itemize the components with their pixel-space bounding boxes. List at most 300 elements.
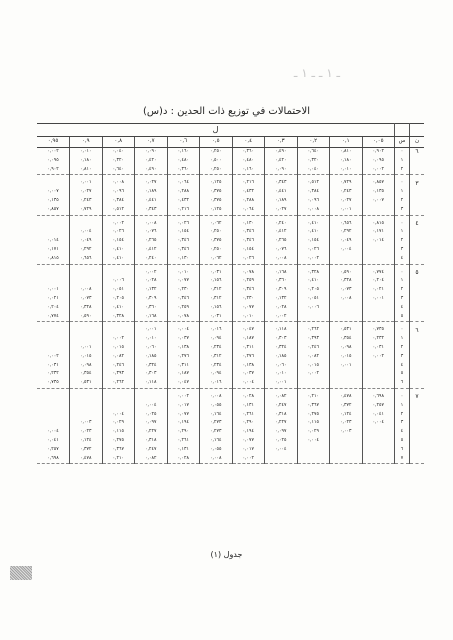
probability-cell: ٠,٢٩٢ — [70, 246, 103, 255]
probability-cell: ٠,٠٠١ — [362, 295, 395, 304]
probability-cell: ٠,٨١٠ — [70, 166, 103, 175]
probability-cell: ٠,٠٠٨ — [330, 295, 363, 304]
x-cell: ٣ — [395, 295, 410, 304]
n-cell: ٦ — [410, 148, 425, 157]
n-cell — [410, 188, 425, 197]
n-cell — [410, 277, 425, 286]
probability-cell: ٠,٠٧٦ — [135, 228, 168, 237]
table-row — [37, 362, 424, 371]
probability-cell — [330, 379, 363, 388]
probability-cell: ٠,٣٢٨ — [330, 277, 363, 286]
probability-cell: ٠,١٣٠ — [167, 255, 200, 264]
p-column-header: ٠,٤ — [232, 137, 265, 148]
probability-cell: ٠,١٣٠ — [232, 220, 265, 229]
probability-cell: ٠,٠٥٥ — [200, 446, 233, 455]
n-cell — [410, 402, 425, 411]
probability-cell: ٠,٢١٠ — [297, 393, 330, 402]
n-cell: ٥ — [410, 269, 425, 278]
probability-cell: ٠,٠٧٨ — [167, 313, 200, 322]
probability-cell: ٠,٣٢٠ — [102, 157, 135, 166]
probability-cell: ٠,٢١٦ — [232, 179, 265, 188]
probability-cell: ٠,١٥٦ — [200, 304, 233, 313]
probability-cell: ٠,٠٧٧ — [167, 411, 200, 420]
probability-cell: ٠,٣٧٢ — [330, 402, 363, 411]
probability-cell: ٠,٤١٠ — [297, 220, 330, 229]
probability-cell: ٠,٢٩٢ — [330, 228, 363, 237]
x-cell: ٢ — [395, 237, 410, 246]
n-cell — [410, 344, 425, 353]
probability-cell: ٠,٠٠٨ — [135, 220, 168, 229]
probability-cell: ٠,٠٠٨ — [265, 255, 298, 264]
p-column-header: ٠,٥ — [200, 137, 233, 148]
x-cell: ٥ — [395, 437, 410, 446]
probability-cell: ٠,٣١٨ — [135, 437, 168, 446]
probability-cell: ٠,٣٢٨ — [70, 304, 103, 313]
probability-cell — [362, 313, 395, 322]
faint-page-header: ـ ١ ـ ـ ١ ـ — [293, 66, 340, 80]
column-header-x: س — [395, 137, 410, 148]
probability-cell: ٠,١٥٤ — [167, 228, 200, 237]
probability-cell: ٠,٠٩٥ — [47, 157, 59, 163]
probability-cell — [362, 437, 395, 446]
probability-cell: ٠,٩٠٢ — [362, 148, 395, 157]
probability-cell: ٠,١٥٦ — [200, 277, 233, 286]
probability-cell: ٠,٢١٦ — [167, 206, 200, 215]
probability-cell: ٠,٣٥٤ — [70, 370, 103, 379]
probability-cell — [37, 326, 70, 335]
probability-cell — [330, 437, 363, 446]
probability-cell: ٠,١٣١ — [232, 402, 265, 411]
probability-cell: ٠,٠٠٢ — [362, 353, 395, 362]
probability-cell: ٠,٣٩٣ — [102, 370, 135, 379]
table-row — [37, 379, 424, 388]
probability-cell — [362, 446, 395, 455]
table-row — [37, 286, 424, 295]
probability-cell: ٠,٢٥٧ — [362, 402, 395, 411]
probability-cell: ٠,٠٩٥ — [362, 157, 395, 166]
probability-cell: ٠,٣٢٨ — [102, 313, 135, 322]
p-column-header: ٠,٠٥ — [362, 137, 395, 148]
probability-cell: ٠,٢٨٨ — [167, 188, 200, 197]
probability-cell: ٠,١٨٠ — [330, 157, 363, 166]
x-cell: ٥ — [395, 370, 410, 379]
table-row — [37, 166, 424, 175]
probability-cell: ٠,٠٠١ — [47, 287, 59, 293]
probability-cell: ٠,٣٠٩ — [135, 295, 168, 304]
probability-cell: ٠,٤١٠ — [102, 304, 135, 313]
n-cell — [410, 304, 425, 313]
probability-cell: ٠,٠٣١ — [362, 344, 395, 353]
table-row — [37, 206, 424, 215]
probability-cell — [362, 246, 395, 255]
table-row — [37, 370, 424, 379]
x-cell: ٣ — [395, 206, 410, 215]
probability-cell: ٠,٦٩٨ — [37, 455, 70, 464]
scan-stamp — [10, 566, 32, 580]
probability-cell: ٠,٤٨٠ — [167, 157, 200, 166]
probability-cell — [362, 428, 395, 437]
probability-cell: ٠,٢٥٩ — [167, 304, 200, 313]
probability-cell: ٠,٥٣١ — [330, 326, 363, 335]
probability-cell: ٠,٠١٥ — [102, 344, 135, 353]
table-row — [37, 393, 424, 402]
probability-cell — [70, 326, 103, 335]
x-cell: ٤ — [395, 255, 410, 264]
probability-cell: ٠,٠٤١ — [47, 438, 59, 443]
probability-cell: ٠,٢٠٥ — [102, 295, 135, 304]
probability-cell: ٠,٠٣٧ — [232, 370, 265, 379]
n-cell: ٣ — [410, 179, 425, 188]
p-column-header: ٠,٩ — [70, 137, 103, 148]
probability-cell: ٠,١٦٨ — [265, 269, 298, 278]
probability-cell: ٠,٠٢٧ — [135, 179, 168, 188]
table-row — [37, 148, 424, 157]
probability-cell: ٠,٠٠٤ — [232, 379, 265, 388]
probability-cell: ٠,٥٩٠ — [70, 313, 103, 322]
probability-cell: ٠,٢٧٣ — [200, 419, 233, 428]
x-cell: ٣ — [395, 419, 410, 428]
probability-cell: ٠,٠٣١ — [200, 269, 233, 278]
probability-cell: ٠,٠٦٠ — [265, 362, 298, 371]
probability-cell — [37, 277, 70, 286]
probability-cell: ٠,٠٦٤ — [232, 206, 265, 215]
probability-cell: ٠,٨١٥ — [37, 255, 70, 264]
probability-cell — [37, 179, 70, 188]
x-cell: ٠ — [395, 326, 410, 335]
probability-cell — [37, 411, 70, 420]
probability-cell: ٠,٣٦٧ — [297, 402, 330, 411]
probability-cell: ٠,٤١٠ — [102, 246, 135, 255]
n-cell: ٧ — [410, 393, 425, 402]
probability-cell: ٠,٠٠٤ — [362, 419, 395, 428]
probability-cell: ٠,٨١٠ — [330, 148, 363, 157]
n-cell — [410, 255, 425, 264]
probability-cell: ٠,٢٨٨ — [232, 197, 265, 206]
table-row — [37, 255, 424, 264]
probability-cell — [70, 335, 103, 344]
probability-cell — [37, 344, 70, 353]
probability-cell — [362, 379, 395, 388]
probability-cell: ٠,٣٦٠ — [265, 277, 298, 286]
probability-cell: ٠,٣٦٠ — [135, 304, 168, 313]
probability-cell: ٠,٤٧٨ — [330, 393, 363, 402]
table-row — [37, 246, 424, 255]
n-cell — [410, 335, 425, 344]
p-header-row — [37, 124, 424, 137]
n-cell — [410, 228, 425, 237]
probability-cell: ٠,٠٠٨ — [200, 393, 233, 402]
probability-cell: ٠,٠٠٤ — [102, 411, 135, 420]
probability-cell: ٠,٠٠٧ — [47, 189, 59, 195]
probability-cell — [330, 455, 363, 464]
n-cell — [410, 286, 425, 295]
probability-cell: ٠,٢١٠ — [102, 455, 135, 464]
probability-cell: ٠,٠٠٤ — [70, 228, 103, 237]
x-cell: ٠ — [395, 269, 410, 278]
probability-cell: ٠,٤٢٠ — [265, 157, 298, 166]
n-cell — [410, 313, 425, 322]
corner-cell — [395, 124, 410, 137]
probability-cell: ٠,٠٨٢ — [297, 353, 330, 362]
probability-cell — [330, 255, 363, 264]
probability-cell: ٠,٠٥٥ — [200, 402, 233, 411]
column-header-row — [37, 137, 424, 148]
p-column-header: ٠,١ — [330, 137, 363, 148]
probability-cell: ٠,١٥٤ — [232, 246, 265, 255]
probability-cell — [102, 269, 135, 278]
probability-cell — [37, 393, 70, 402]
probability-cell — [362, 370, 395, 379]
probability-cell: ٠,٠٠٢ — [167, 393, 200, 402]
table-row — [37, 446, 424, 455]
probability-cell: ٠,٢٤٧ — [135, 446, 168, 455]
probability-cell: ٠,٠٩٤ — [200, 335, 233, 344]
probability-cell: ٠,٠٠١ — [135, 326, 168, 335]
p-column-header: ٠,٦ — [167, 137, 200, 148]
probability-cell: ٠,٠٤١ — [362, 411, 395, 420]
probability-cell: ٠,٣١١ — [232, 344, 265, 353]
probability-cell: ٠,٣٤٦ — [232, 228, 265, 237]
probability-cell — [362, 255, 395, 264]
probability-cell: ٠,٥٣١ — [70, 379, 103, 388]
probability-cell: ٠,٠٢٨ — [135, 277, 168, 286]
table-row — [37, 455, 424, 464]
probability-cell: ٠,٨٥٧ — [362, 179, 395, 188]
probability-cell: ٠,٣٢٠ — [297, 157, 330, 166]
probability-cell: ٠,٠٨٢ — [265, 393, 298, 402]
probability-cell: ٠,٢٥٩ — [232, 277, 265, 286]
probability-cell: ٠,٧٢٩ — [330, 179, 363, 188]
probability-cell: ٠,٢٤٠ — [265, 220, 298, 229]
probability-cell: ٠,٠٠٤ — [167, 326, 200, 335]
probability-cell — [70, 402, 103, 411]
probability-cell: ٠,٠٢٨ — [265, 304, 298, 313]
x-cell: ٠ — [395, 148, 410, 157]
probability-cell: ٠,٠٠٢ — [135, 269, 168, 278]
table-row — [37, 228, 424, 237]
p-label: ل — [37, 124, 395, 137]
probability-cell: ٠,٢٣٤ — [200, 362, 233, 371]
x-cell: ٠ — [395, 220, 410, 229]
probability-cell: ٠,٦٤٠ — [102, 166, 135, 175]
table-row — [37, 157, 424, 166]
probability-cell: ٠,٤٧٨ — [70, 455, 103, 464]
probability-cell: ٠,٠٥١ — [297, 295, 330, 304]
probability-cell: ٠,١٧١ — [362, 228, 395, 237]
probability-cell: ٠,٠٠٤ — [330, 246, 363, 255]
probability-cell — [297, 455, 330, 464]
probability-cell: ٠,٢٩٠ — [232, 419, 265, 428]
probability-cell: ٠,٠٩٤ — [200, 370, 233, 379]
probability-cell: ٠,١٥٤ — [102, 237, 135, 246]
probability-cell: ٠,٠٤٠ — [297, 166, 330, 175]
n-cell — [410, 166, 425, 175]
probability-cell: ٠,٣٧٥ — [200, 197, 233, 206]
probability-cell: ٠,٠١٥ — [330, 353, 363, 362]
probability-cell: ٠,٠٢٦ — [297, 246, 330, 255]
n-cell — [410, 379, 425, 388]
table-row — [37, 313, 424, 322]
probability-cell: ٠,٣٤٦ — [167, 295, 200, 304]
probability-cell: ٠,٣٤٣ — [265, 179, 298, 188]
probability-cell: ٠,٣٦٠ — [167, 166, 200, 175]
probability-cell: ٠,١٨٧ — [232, 335, 265, 344]
probability-cell: ٠,٠٠٨ — [70, 286, 103, 295]
probability-cell: ٠,٠٧٨ — [232, 269, 265, 278]
probability-cell: ٠,٣٥٤ — [330, 335, 363, 344]
x-cell: ٢ — [395, 411, 410, 420]
probability-cell: ٠,٠٠٢ — [47, 149, 59, 155]
probability-cell: ٠,١٣٢ — [265, 295, 298, 304]
n-cell — [410, 411, 425, 420]
n-cell — [410, 295, 425, 304]
probability-cell — [70, 220, 103, 229]
probability-cell: ٠,٢٣٢ — [47, 371, 59, 377]
probability-cell: ٠,١٢٥ — [200, 179, 233, 188]
probability-cell: ٠,٢٦٢ — [102, 379, 135, 388]
probability-cell: ٠,٠١٠ — [232, 313, 265, 322]
probability-cell: ٠,٠٩٨ — [70, 362, 103, 371]
probability-cell: ٠,٣٠٩ — [265, 286, 298, 295]
probability-cell: ٠,٠١٠ — [167, 269, 200, 278]
table-row — [37, 269, 424, 278]
probability-cell — [362, 206, 395, 215]
probability-cell: ٠,١٨٩ — [135, 188, 168, 197]
probability-cell: ٠,٢٦١ — [232, 411, 265, 420]
probability-cell: ٠,٠٩٧ — [135, 419, 168, 428]
probability-cell: ٠,٢٤٣ — [70, 197, 103, 206]
n-cell: ٦ — [410, 326, 425, 335]
probability-cell: ٠,٠٢٦ — [102, 228, 135, 237]
probability-cell: ٠,٠٤٧ — [167, 379, 200, 388]
table-row — [37, 304, 424, 313]
table-row — [37, 188, 424, 197]
probability-cell — [330, 370, 363, 379]
probability-cell: ٠,٠٣٧ — [167, 335, 200, 344]
probability-cell: ٠,٣٩٣ — [297, 335, 330, 344]
p-column-header: ٠,٢ — [297, 137, 330, 148]
probability-cell: ٠,٠١٠ — [135, 335, 168, 344]
probability-cell: ٠,٤٩٠ — [135, 166, 168, 175]
probability-cell: ٠,٢٥٠ — [200, 228, 233, 237]
x-cell: ١ — [395, 228, 410, 237]
probability-cell — [362, 455, 395, 464]
probability-cell: ٠,١٨٠ — [70, 157, 103, 166]
probability-cell: ٠,٥١٢ — [102, 206, 135, 215]
probability-cell: ٠,٣٢٨ — [297, 269, 330, 278]
probability-cell: ٠,٧٧٤ — [362, 269, 395, 278]
x-cell: ٢ — [395, 286, 410, 295]
n-cell — [410, 157, 425, 166]
probability-cell — [70, 269, 103, 278]
table-row — [37, 197, 424, 206]
probability-cell: ٠,١٢٤ — [330, 411, 363, 420]
probability-cell: ٠,٣٨٤ — [102, 197, 135, 206]
n-cell — [410, 197, 425, 206]
probability-cell: ٠,٢٤٦ — [297, 344, 330, 353]
table-body — [37, 148, 424, 464]
probability-cell: ٠,٠٢٧ — [330, 197, 363, 206]
probability-cell: ٠,٠٩٠ — [135, 148, 168, 157]
probability-cell — [330, 446, 363, 455]
probability-cell: ٠,٤١٢ — [135, 246, 168, 255]
probability-cell: ٠,٢٠٤ — [362, 277, 395, 286]
probability-cell: ٠,٠٢٨ — [232, 393, 265, 402]
probability-cell: ٠,٣٤٦ — [167, 246, 200, 255]
probability-cell: ٠,٠٢٧ — [70, 188, 103, 197]
probability-cell: ٠,٠١٦ — [200, 326, 233, 335]
probability-cell: ٠,٠٩٦ — [102, 188, 135, 197]
n-cell — [410, 428, 425, 437]
n-cell: ٤ — [410, 220, 425, 229]
probability-cell — [37, 419, 70, 428]
probability-cell: ٠,٠١٠ — [265, 370, 298, 379]
probability-cell: ٠,٢٤٦ — [102, 362, 135, 371]
probability-cell: ٠,٣٢٤ — [265, 344, 298, 353]
n-cell — [410, 246, 425, 255]
probability-cell: ٠,٠٦٢ — [200, 255, 233, 264]
probability-cell: ٠,١٦٤ — [200, 437, 233, 446]
probability-cell: ٠,٢٣٢ — [362, 335, 395, 344]
probability-cell: ٠,٣١٢ — [200, 286, 233, 295]
x-cell: ١ — [395, 277, 410, 286]
x-cell: ٣ — [395, 246, 410, 255]
table-row — [37, 220, 424, 229]
probability-cell: ٠,٠٠٢ — [265, 313, 298, 322]
probability-cell: ٠,٣٨٤ — [297, 188, 330, 197]
probability-cell: ٠,٤٨٠ — [232, 157, 265, 166]
probability-cell: ٠,٤٤١ — [265, 188, 298, 197]
probability-cell: ٠,٢٦٥ — [265, 237, 298, 246]
probability-cell: ٠,٢٥٧ — [47, 446, 59, 452]
p-column-header: ٠,٨ — [102, 137, 135, 148]
probability-cell — [362, 304, 395, 313]
x-cell: ٦ — [395, 446, 410, 455]
column-header-n: ن — [410, 137, 425, 148]
probability-cell: ٠,١٢٤ — [70, 437, 103, 446]
probability-cell: ٠,٣٦٠ — [232, 148, 265, 157]
table-row — [37, 295, 424, 304]
probability-cell: ٠,٢٩٠ — [167, 428, 200, 437]
p-column-header: ٠,٧ — [135, 137, 168, 148]
table-row — [37, 428, 424, 437]
table-title: الاحتمالات في توزيع ذات الحدين : د(س) — [142, 106, 311, 117]
probability-cell: ٠,٧٣٥ — [37, 379, 70, 388]
probability-cell: ٠,٢٢٧ — [265, 419, 298, 428]
x-cell: ١ — [395, 188, 410, 197]
probability-cell: ٠,٠٧٧ — [232, 304, 265, 313]
probability-cell: ٠,٠٠١ — [330, 362, 363, 371]
probability-cell: ٠,٣٠٣ — [135, 370, 168, 379]
probability-cell: ٠,٢٥٠ — [200, 148, 233, 157]
probability-cell — [362, 362, 395, 371]
probability-cell: ٠,٠٨٢ — [102, 353, 135, 362]
probability-cell: ٠,٢٢٧ — [135, 428, 168, 437]
probability-cell: ٠,٢٠٥ — [297, 286, 330, 295]
probability-cell: ٠,٠٠٦ — [297, 304, 330, 313]
probability-cell: ٠,١٨٥ — [135, 353, 168, 362]
probability-cell: ٠,٠٠٢ — [232, 455, 265, 464]
probability-cell: ٠,٠٢٣ — [330, 419, 363, 428]
probability-cell: ٠,٢٣٤ — [200, 344, 233, 353]
probability-cell: ٠,٣١٢ — [200, 353, 233, 362]
probability-cell: ٠,٦٩٨ — [362, 393, 395, 402]
p-column-header: ٠,٩٥ — [37, 137, 70, 148]
probability-cell: ٠,٠٠٢ — [362, 166, 395, 175]
probability-cell: ٠,٢٤٠ — [135, 255, 168, 264]
table-row — [37, 326, 424, 335]
probability-cell: ٠,٢٧٣ — [200, 428, 233, 437]
